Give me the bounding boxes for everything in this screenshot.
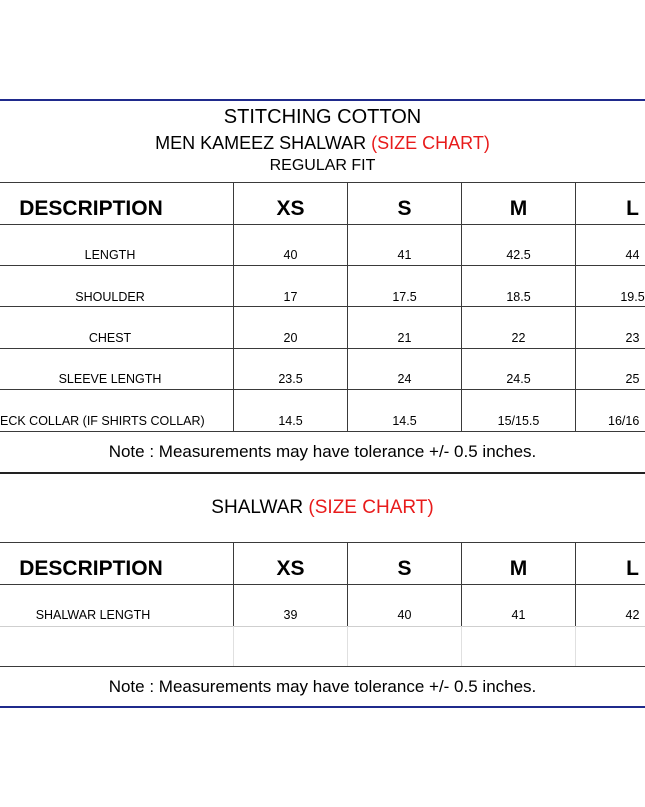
header-s: S: [397, 197, 412, 220]
value-s: 41: [397, 248, 412, 262]
table-rule: [0, 626, 645, 627]
header-m: M: [509, 197, 528, 220]
value-l: 16/16: [608, 414, 640, 428]
table-rule: [0, 348, 645, 349]
column-divider: [347, 626, 348, 666]
value-l: 44: [625, 248, 640, 262]
chart-title: STITCHING COTTON: [223, 106, 422, 128]
value-xs: 40: [283, 248, 298, 262]
value-l: 19.5: [620, 290, 645, 304]
table-rule: [0, 306, 645, 307]
value-s: 40: [397, 608, 412, 622]
fit-label: REGULAR FIT: [269, 157, 376, 174]
row-label: CHEST: [88, 331, 132, 345]
value-m: 24.5: [506, 372, 531, 386]
value-l: 23: [625, 331, 640, 345]
column-divider: [233, 626, 234, 666]
header-s: S: [397, 557, 412, 580]
table-rule: [0, 666, 645, 667]
header-l: L: [626, 557, 639, 580]
row-label: SHALWAR LENGTH: [35, 608, 151, 622]
value-xs: 14.5: [278, 414, 303, 428]
table-rule: [0, 182, 645, 183]
tolerance-note: Note : Measurements may have tolerance +/- 0.5 inches.: [108, 677, 537, 696]
size-chart-label: (SIZE CHART): [371, 133, 490, 153]
table-rule: [0, 265, 645, 266]
top-rule: [0, 99, 645, 101]
header-xs: XS: [276, 557, 305, 580]
table-rule: [0, 542, 645, 543]
row-label: LENGTH: [84, 248, 136, 262]
value-m: 18.5: [506, 290, 531, 304]
header-description: DESCRIPTION: [19, 557, 163, 580]
value-s: 21: [397, 331, 412, 345]
value-s: 24: [397, 372, 412, 386]
shalwar-title: [0, 497, 645, 519]
row-label: SLEEVE LENGTH: [58, 372, 162, 386]
value-m: 42.5: [506, 248, 531, 262]
header-xs: XS: [276, 197, 305, 220]
chart-subtitle: [0, 133, 645, 154]
shalwar-title-text: SHALWAR: [211, 497, 309, 518]
value-xs: 39: [283, 608, 298, 622]
bottom-rule: [0, 706, 645, 708]
row-label: SHOULDER: [75, 290, 145, 304]
value-s: 14.5: [392, 414, 417, 428]
value-s: 17.5: [392, 290, 417, 304]
shalwar-size-chart-label: (SIZE CHART): [308, 497, 434, 518]
table-rule: [0, 584, 645, 585]
value-l: 25: [625, 372, 640, 386]
header-description: DESCRIPTION: [19, 197, 163, 220]
column-divider: [575, 626, 576, 666]
table-rule: [0, 389, 645, 390]
value-m: 41: [511, 608, 526, 622]
value-m: 15/15.5: [497, 414, 540, 428]
table-rule: [0, 224, 645, 225]
table-rule: [0, 431, 645, 432]
subtitle-text: MEN KAMEEZ SHALWAR: [155, 133, 372, 153]
value-xs: 17: [283, 290, 298, 304]
value-m: 22: [511, 331, 526, 345]
row-label: ECK COLLAR (IF SHIRTS COLLAR): [0, 414, 205, 428]
value-xs: 20: [283, 331, 298, 345]
table-bottom-rule: [0, 472, 645, 474]
header-m: M: [509, 557, 528, 580]
value-l: 42: [625, 608, 640, 622]
header-l: L: [626, 197, 639, 220]
column-divider: [461, 626, 462, 666]
tolerance-note: Note : Measurements may have tolerance +/- 0.5 inches.: [108, 442, 537, 461]
value-xs: 23.5: [278, 372, 303, 386]
